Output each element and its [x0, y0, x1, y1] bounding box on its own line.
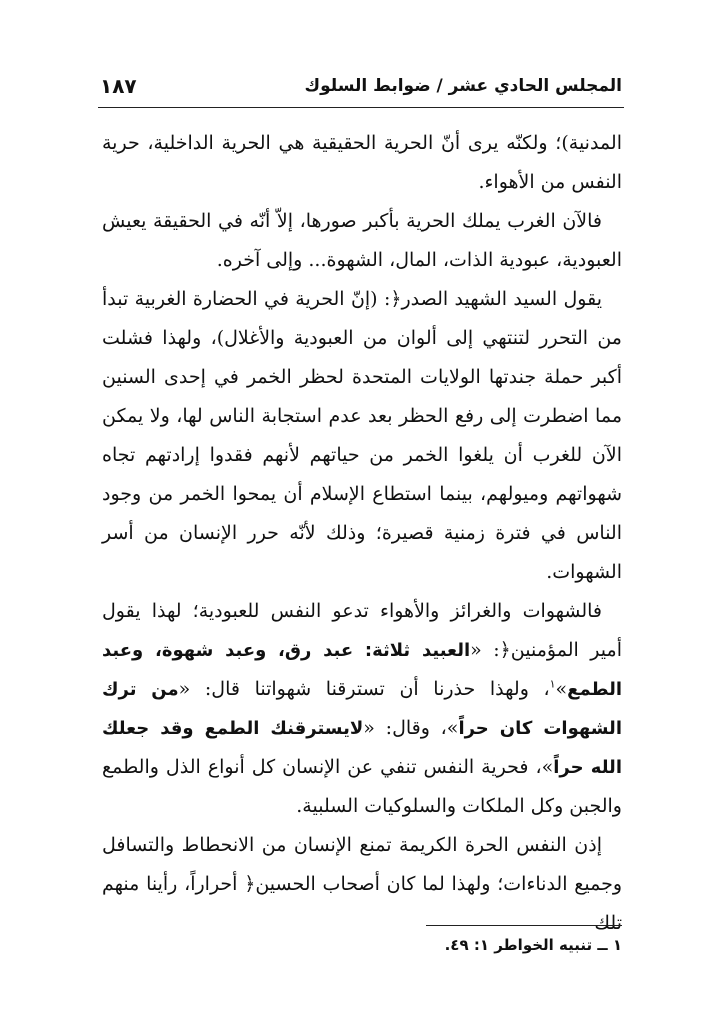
paragraph-4-text-e: »، فحرية النفس تنفي عن الإنسان كل أنواع الذل والطمع والجبن وكل الملكات والسلوكيات السلبية. [102, 756, 622, 817]
hadith-quote-3: لايسترقنك الطمع وقد جعلك الله حراً [102, 718, 622, 778]
header-divider [98, 107, 624, 108]
paragraph-2: فالآن الغرب يملك الحرية بأكبر صورها، إلاّ أنّه في الحقيقة يعيش العبودية، عبودية الذات، المال، الشهوة... وإلى آخره. [102, 210, 622, 271]
paragraph-5: إذن النفس الحرة الكريمة تمنع الإنسان من الانحطاط والتسافل وجميع الدناءات؛ ولهذا لما كان أصحاب الحسين﴿ أحراراً، رأينا منهم تلك [102, 834, 622, 934]
footnote: ١ ــ تنبيه الخواطر ١: ٤٩. [444, 936, 622, 954]
page-number: ١٨٧ [100, 74, 137, 98]
footnote-reference: ١ [549, 677, 556, 691]
paragraph-4-text-c: ، ولهذا حذرنا أن تسترقنا شهواتنا قال: « [178, 678, 550, 700]
paragraph-4-text-b: » [555, 678, 568, 700]
running-header [100, 66, 622, 106]
footnote-divider [426, 925, 622, 926]
paragraph-1: المدنية)؛ ولكنّه يرى أنّ الحرية الحقيقية هي الحرية الداخلية، حرية النفس من الأهواء. [102, 132, 622, 193]
chapter-title: المجلس الحادي عشر / ضوابط السلوك [304, 76, 622, 96]
body-text [102, 124, 622, 943]
paragraph-3: يقول السيد الشهيد الصدر﴿: (إنّ الحرية في الحضارة الغربية تبدأ من التحرر لتنتهي إلى ألوان من العبودية والأغلال)، ولهذا فشلت أكبر حملة جندتها الولايات المتحدة لحظر الخمر في إحدى السنين مما اضطرت إلى رفع الحظر بعد عدم استجابة الناس لها، ولا يمكن الآن للغرب أن يلغوا الخمر من حياتهم لأنهم فقدوا إرادتهم تجاه شهواتهم وميولهم، بينما استطاع الإسلام أن يمحوا الخمر من وجود الناس في فترة زمنية قصيرة؛ وذلك لأنّه حرر الإنسان من أسر الشهوات. [102, 288, 622, 583]
paragraph-4 [102, 592, 622, 826]
hadith-quote-2: من ترك الشهوات كان حراً [102, 679, 622, 739]
paragraph-4-text-a: فالشهوات والغرائز والأهواء تدعو النفس للعبودية؛ لهذا يقول أمير المؤمنين﴿: « [102, 600, 622, 661]
paragraph-4-text-d: »، وقال: « [363, 717, 459, 739]
hadith-quote-1: العبيد ثلاثة: عبد رق، وعبد شهوة، وعبد الطمع [102, 640, 622, 700]
